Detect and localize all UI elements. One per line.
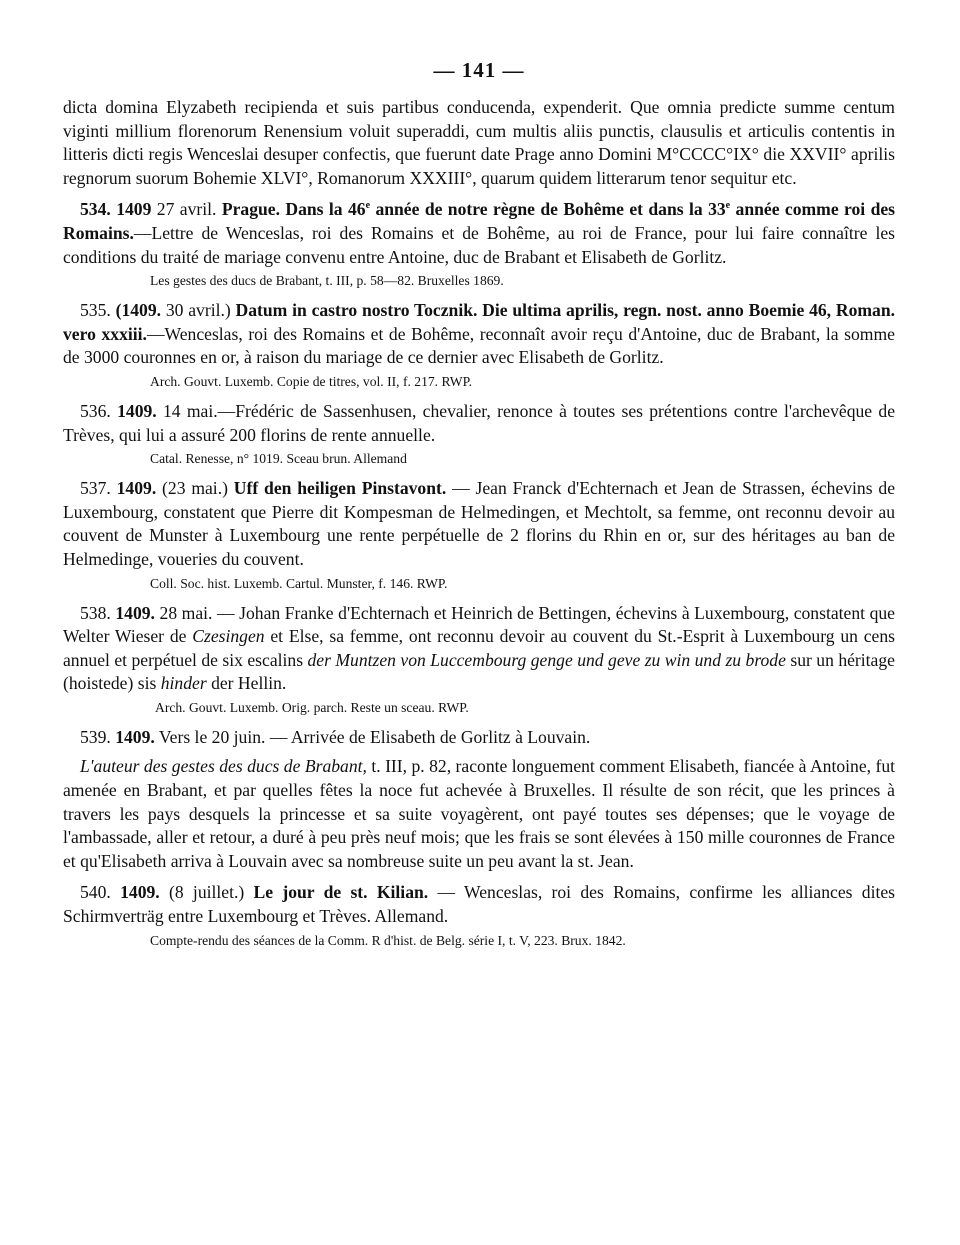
entry-year: 1409 (116, 199, 152, 220)
entry-heading: Prague. Dans la 46e année de notre règne de Bohême et dans la 33e année comme roi des Romains. (63, 199, 896, 243)
place-name: Czesingen (192, 626, 265, 647)
entry-number: 537. (80, 478, 111, 499)
cited-work: L'auteur des gestes des ducs de Brabant, (80, 756, 367, 777)
entry-539 (63, 726, 895, 750)
entry-536 (63, 400, 895, 447)
entry-heading: Le jour de st. Kilian. (253, 882, 429, 903)
entry-year: 1409. (120, 882, 160, 903)
entry-source: Arch. Gouvt. Luxemb. Orig. parch. Reste un sceau. RWP. (155, 699, 469, 715)
entry-source: Coll. Soc. hist. Luxemb. Cartul. Munster, f. 146. RWP. (150, 575, 448, 591)
entry-body: — Johan Franke d'Echternach et Heinrich de Bettingen, échevins à Luxembourg, constatent que Welter Wieser de (63, 602, 895, 647)
entry-body: —Lettre de Wenceslas, roi des Romains et de Bohême, au roi de France, pour lui faire connaître les conditions du traité de mariage convenu entre Antoine, duc de Brabant et Elisabeth de Gorlitz. (63, 222, 895, 267)
entry-year: 1409. (117, 400, 157, 421)
quoted-word: hinder (160, 673, 207, 694)
entry-540 (63, 881, 895, 928)
note-body: t. III, p. 82, raconte longuement comment Elisabeth, fiancée à Antoine, fut amenée en Brabant, et par quelles fêtes la noce fut achevée à Bruxelles. Il résulte de son récit, que les princes à travers les pays desquels la princesse et sa suite voyagèrent, ont payé toutes ses dépenses; que le voyage de l'ambassade, aller et retour, a duré à peu près neuf mois; que les frais se sont élevées à 150 mille couronnes de France et qu'Elisabeth arriva à Louvain avec sa nombreuse suite un peu avant la st. Jean. (63, 756, 895, 871)
entry-number: 539. (80, 726, 111, 747)
quoted-phrase: der Muntzen von Luccembourg genge und geve zu win und zu brode (307, 649, 786, 670)
entry-heading: Datum in castro nostro Tocznik. Die ultima aprilis, regn. nost. anno Boemie 46, Roman. vero xxxiii. (63, 300, 896, 344)
entry-body: —Frédéric de Sassenhusen, chevalier, renonce à toutes ses prétentions contre l'archevêque de Trèves, qui lui a assuré 200 florins de rente annuelle. (63, 400, 895, 445)
entry-body: sur un héritage (hoistede) sis (63, 649, 895, 694)
entry-source: Les gestes des ducs de Brabant, t. III, p. 58—82. Bruxelles 1869. (150, 273, 504, 289)
entry-body: der Hellin. (206, 673, 287, 694)
entry-number: 535. (80, 300, 111, 321)
intro-paragraph: dicta domina Elyzabeth recipienda et suis partibus conducenda, expenderit. Que omnia predicte summe centum viginti millium florenorum Renensium voluit superaddi, cum multis aliis punctis, clausulis et articulis contentis in litteris dicti regis Wenceslai desuper confectis, que fuerunt date Prage anno Domini M°CCCC°IX° die XXVII° aprilis regnorum suorum Bohemie XLVI°, Romanorum XXXIII°, quarum quidem litterarum tenor sequitur etc. (63, 97, 895, 188)
entry-date: (8 juillet.) (168, 882, 245, 903)
entry-source: Compte-rendu des séances de la Comm. R d'hist. de Belg. série I, t. V, 223. Brux. 1842. (150, 932, 626, 948)
entry-body: — Jean Franck d'Echternach et Jean de Strassen, échevins de Luxembourg, constatent que Pierre dit Kompesman de Helmedingen, et Mechtolt, sa femme, ont reconnu devoir au couvent de Munster à Luxembourg une rente perpétuelle de 2 florins du Rhin en or, sur des héritages au ban de Helmedinge, voueries du couvent. (63, 478, 896, 569)
entry-year: 1409. (115, 726, 155, 747)
page-number: — 141 — (433, 58, 525, 82)
entry-date: 30 avril.) (165, 300, 231, 321)
entry-number: 538. (80, 602, 111, 623)
entry-number: 534. (80, 199, 111, 220)
entry-heading: Uff den heiligen Pinstavont. (233, 478, 447, 499)
entry-date: 27 avril. (156, 199, 217, 220)
entry-number: 540. (80, 882, 111, 903)
entry-date: Vers le 20 juin. (158, 726, 266, 747)
document-page (63, 58, 895, 951)
entry-535 (63, 299, 895, 370)
entry-date: 28 mai. (159, 602, 213, 623)
entry-number: 536. (80, 400, 111, 421)
entry-source: Catal. Renesse, n° 1019. Sceau brun. Allemand (150, 451, 407, 467)
entry-year: 1409. (115, 602, 155, 623)
entry-year: (1409. (115, 300, 162, 321)
entry-source: Arch. Gouvt. Luxemb. Copie de titres, vol. II, f. 217. RWP. (150, 373, 473, 389)
entry-534 (63, 198, 895, 269)
entry-537 (63, 477, 895, 571)
entry-date: 14 mai. (162, 400, 218, 421)
entry-body: — Wenceslas, roi des Romains, confirme les alliances dites Schirmverträg entre Luxembourg et Trèves. Allemand. (63, 882, 896, 927)
entry-538 (63, 602, 895, 696)
entry-note (63, 755, 895, 873)
entry-year: 1409. (116, 478, 157, 499)
entry-body: et Else, sa femme, ont reconnu devoir au couvent du St.-Esprit à Luxembourg un cens annuel et perpétuel de six escalins (63, 626, 896, 670)
entry-date: (23 mai.) (162, 478, 228, 499)
entry-body: —Wenceslas, roi des Romains et de Bohême, reconnaît avoir reçu d'Antoine, duc de Brabant, la somme de 3000 couronnes en or, à raison du mariage de ce dernier avec Elisabeth de Gorlitz. (63, 323, 895, 368)
entry-body: — Arrivée de Elisabeth de Gorlitz à Louvain. (265, 726, 591, 747)
